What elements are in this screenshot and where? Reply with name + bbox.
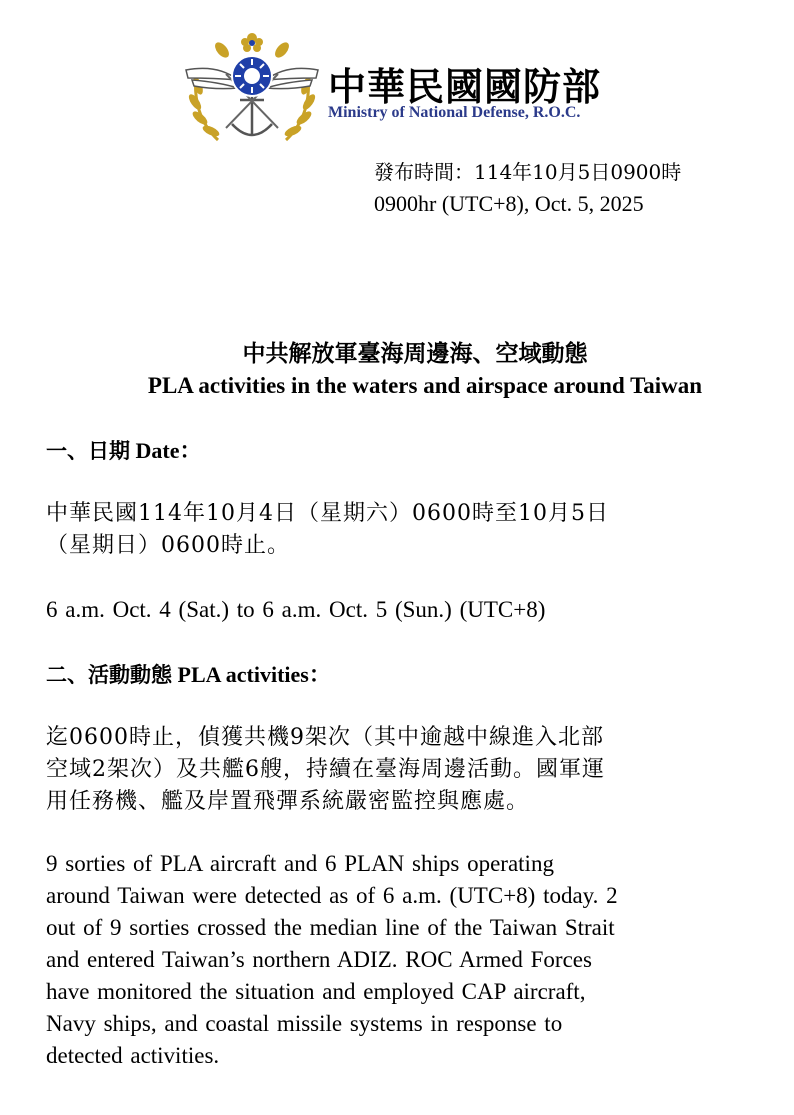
org-name-en: Ministry of National Defense, R.O.C. bbox=[328, 104, 581, 121]
release-time-zh: 發布時間：114年10月5日0900時 bbox=[374, 160, 682, 184]
date-paragraph-zh bbox=[46, 498, 756, 562]
section-date-heading-zh: 一、日期 bbox=[46, 438, 130, 463]
date-line-zh: 中華民國114年10月4日（星期六）0600時至10月5日 bbox=[46, 501, 609, 526]
section-activities-heading-zh: 二、活動動態 bbox=[46, 662, 172, 687]
section-date-heading-en: Date： bbox=[135, 438, 202, 463]
release-time-en: 0900hr (UTC+8), Oct. 5, 2025 bbox=[374, 191, 644, 216]
section-date-heading bbox=[46, 434, 201, 465]
activities-line-zh: 用任務機、艦及岸置飛彈系統嚴密監控與應處。 bbox=[46, 789, 530, 814]
activities-paragraph-en bbox=[46, 848, 756, 1072]
activities-line-en: detected activities. bbox=[46, 1043, 220, 1068]
release-time bbox=[374, 156, 681, 220]
mnd-emblem-icon bbox=[178, 28, 326, 148]
activities-line-en: 9 sorties of PLA aircraft and 6 PLAN ships operating bbox=[46, 851, 554, 876]
title-zh: 中共解放軍臺海周邊海、空域動態 bbox=[242, 340, 588, 367]
activities-line-en: out of 9 sorties crossed the median line of the Taiwan Strait bbox=[46, 915, 615, 940]
activities-paragraph-zh bbox=[46, 722, 756, 818]
date-paragraph-en: 6 a.m. Oct. 4 (Sat.) to 6 a.m. Oct. 5 (Sun.) (UTC+8) bbox=[46, 597, 546, 622]
activities-line-en: Navy ships, and coastal missile systems in response to bbox=[46, 1011, 563, 1036]
activities-line-zh: 迄0600時止，偵獲共機9架次（其中逾越中線進入北部 bbox=[46, 725, 604, 750]
letterhead bbox=[178, 24, 638, 148]
document-title bbox=[0, 338, 794, 402]
activities-line-en: have monitored the situation and employed CAP aircraft, bbox=[46, 979, 586, 1004]
section-activities-heading-en: PLA activities： bbox=[177, 662, 331, 687]
activities-line-en: and entered Taiwan’s northern ADIZ. ROC Armed Forces bbox=[46, 947, 592, 972]
title-en: PLA activities in the waters and airspace around Taiwan bbox=[147, 373, 703, 398]
date-line-zh: （星期日）0600時止。 bbox=[46, 533, 290, 558]
section-activities-heading bbox=[46, 658, 331, 689]
org-name-zh: 中華民國國防部 bbox=[328, 64, 602, 109]
activities-line-zh: 空域2架次）及共艦6艘，持續在臺海周邊活動。國軍運 bbox=[46, 757, 605, 782]
activities-line-en: around Taiwan were detected as of 6 a.m. (UTC+8) today. 2 bbox=[46, 883, 618, 908]
